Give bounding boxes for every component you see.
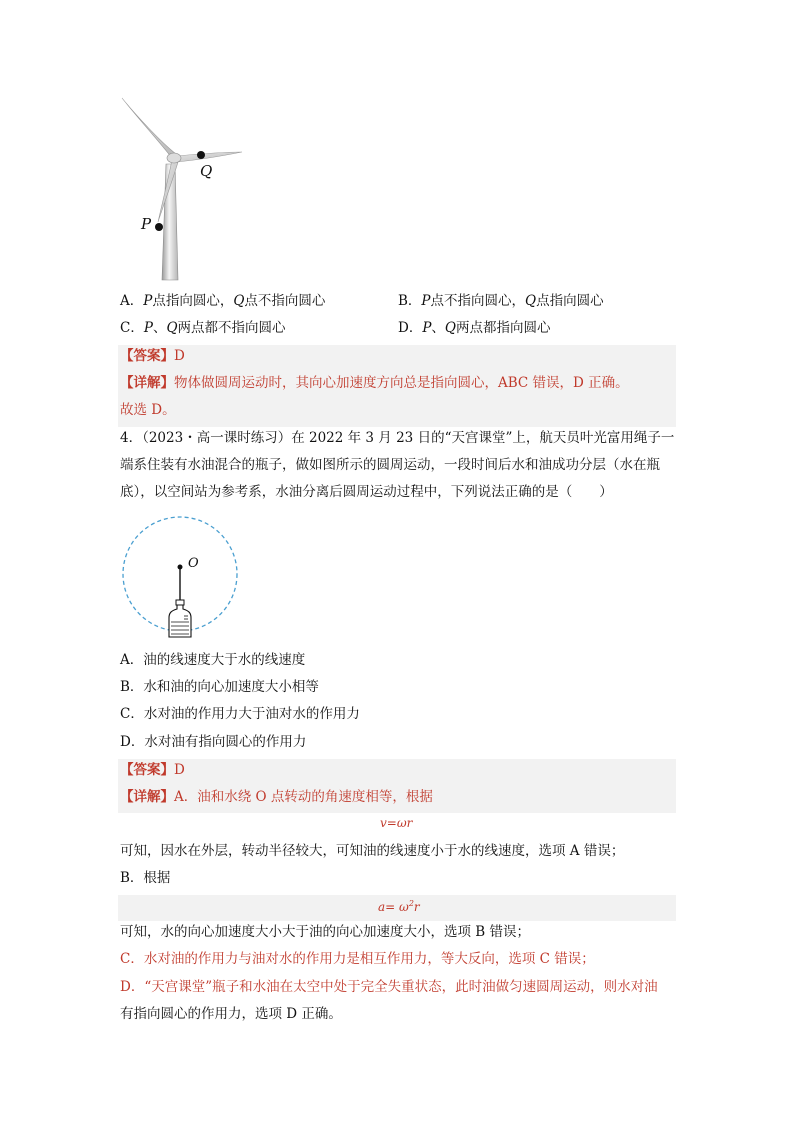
q4-detail-b-intro: B．根据 (120, 870, 171, 886)
q4-detail-a-conclusion: 可知，因水在外层，转动半径较大，可知油的线速度小于水的线速度，选项 A 错误； (120, 843, 625, 859)
q4-detail-d-line-1: D．“天宫课堂”瓶子和水油在太空中处于完全失重状态，此时油做匀速圆周运动，则水对油 (120, 979, 658, 995)
q4-stem-line-2: 端系住装有水油混合的瓶子，做如图所示的圆周运动，一段时间后水和油成功分层（水在瓶 (120, 457, 660, 473)
q3-option-d: D．P、Q两点都指向圆心 (398, 320, 551, 336)
center-o-label: O (188, 556, 199, 571)
q3-option-a: A．P点指向圆心，Q点不指向圆心 (120, 293, 326, 309)
point-p-marker (155, 223, 163, 231)
turbine-hub (167, 153, 181, 163)
q4-option-c: C．水对油的作用力大于油对水的作用力 (120, 706, 360, 722)
circular-motion-figure (118, 512, 248, 644)
formula-a-omega2-r: $a= \omega^2r$ (378, 899, 420, 914)
q4-stem-line-3: 底），以空间站为参考系，水油分离后圆周运动过程中，下列说法正确的是（ ） (120, 484, 613, 500)
q4-option-a: A．油的线速度大于水的线速度 (120, 652, 306, 668)
q3-detail: 【详解】物体做圆周运动时，其向心加速度方向总是指向圆心，ABC 错误，D 正确。 (120, 375, 629, 391)
q4-stem-line-1: 4．（2023・高一课时练习）在 2022 年 3 月 23 日的“天宫课堂”上，航天员叶光富用绳子一 (120, 430, 675, 446)
bottle-icon (169, 600, 191, 637)
point-q-marker (197, 151, 205, 159)
q3-conclusion: 故选 D。 (120, 402, 176, 418)
q3-option-c: C．P、Q两点都不指向圆心 (120, 320, 286, 336)
q3-option-b: B．P点不指向圆心，Q点指向圆心 (398, 293, 604, 309)
formula-v-omega-r: v=ωr (380, 816, 413, 830)
q4-answer: 【答案】D (120, 762, 185, 778)
turbine-blade-right (176, 152, 242, 162)
q4-option-b: B．水和油的向心加速度大小相等 (120, 679, 319, 695)
q3-answer: 【答案】D (120, 348, 185, 364)
q4-option-d: D．水对油有指向圆心的作用力 (120, 734, 307, 750)
wind-turbine-figure (118, 92, 258, 282)
q4-detail-d-line-2: 有指向圆心的作用力，选项 D 正确。 (120, 1006, 342, 1022)
turbine-blade-upper (122, 98, 176, 158)
q4-detail-c: C．水对油的作用力与油对水的作用力是相互作用力，等大反向，选项 C 错误； (120, 951, 595, 967)
q4-detail-a: 【详解】A．油和水绕 O 点转动的角速度相等，根据 (120, 789, 433, 805)
q4-detail-b-conclusion: 可知，水的向心加速度大小大于油的向心加速度大小，选项 B 错误； (120, 924, 531, 940)
point-p-label: P (141, 215, 152, 233)
point-q-label: Q (200, 162, 213, 180)
